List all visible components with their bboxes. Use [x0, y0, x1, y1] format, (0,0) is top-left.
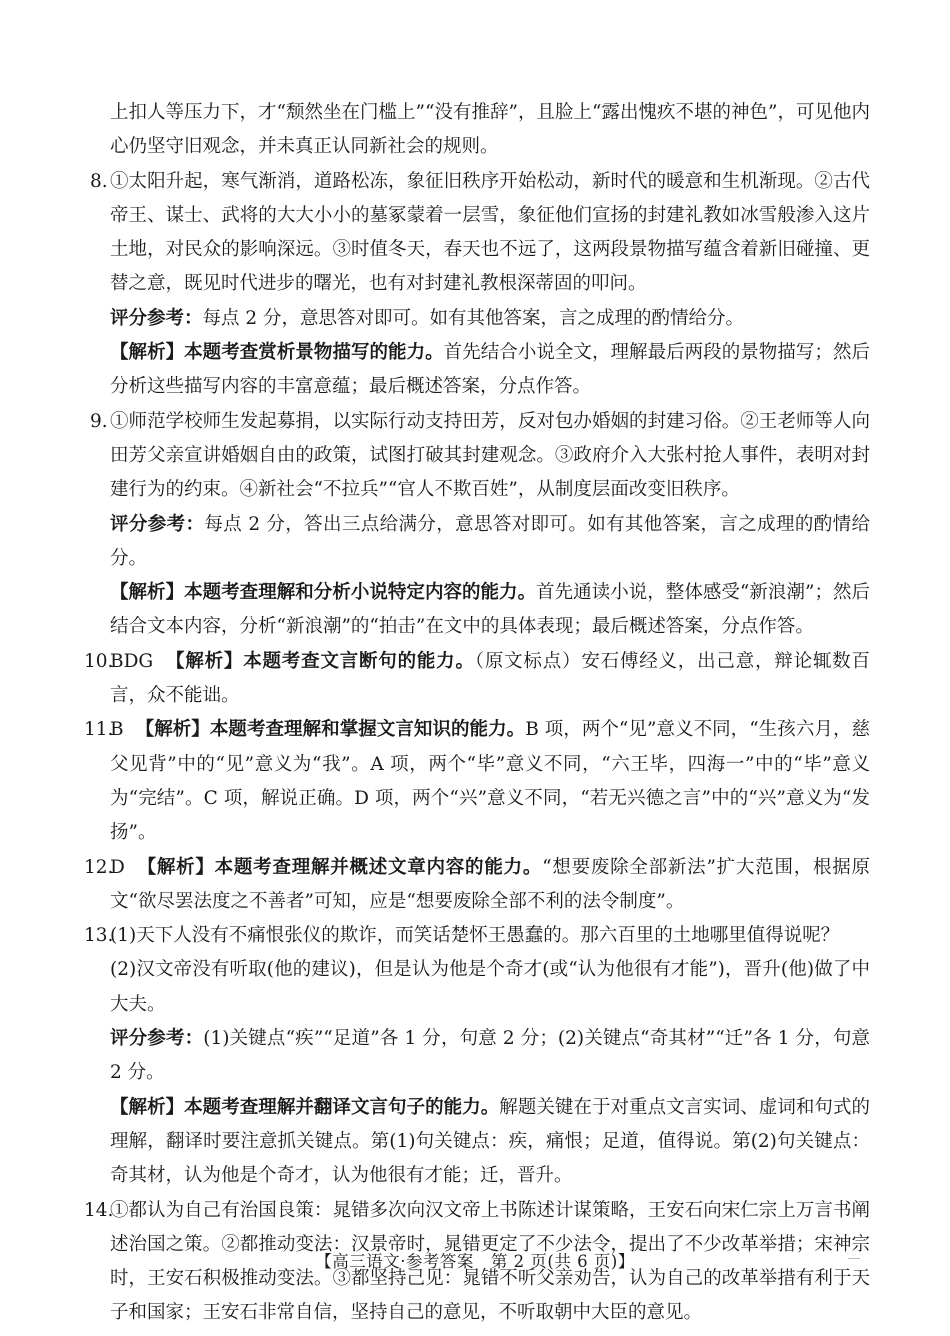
answer-choice: BDG [110, 650, 154, 672]
analysis [90, 576, 870, 645]
answer-choice: B [110, 719, 124, 741]
analysis-label: 【解析】本题考查赏析景物描写的能力。 [110, 342, 444, 364]
analysis-text: “想要废除全部新法”扩大范围，根据原文“欲尽罢法度之不善者”可知，应是“想要废除全部不利的法令制度”。 [110, 856, 870, 912]
item-number: 13. [84, 925, 114, 947]
score-label: 评分参考： [110, 513, 205, 535]
answer-item-8 [90, 165, 870, 302]
analysis [90, 1091, 870, 1194]
analysis-text: B 项，两个“见”意义不同，“生孩六月，慈父见背”中的“见”意义为“我”。A 项，两个“毕”意义不同，“六王毕，四海一”中的“毕”意义为“完结”。C 项，解说正确。D 项，两个“兴”意义不同，“若无兴德之言”中的“兴”意义为“发扬”。 [110, 719, 870, 844]
answer-text: ①都认为自己有治国良策：晁错多次向汉文帝上书陈述计谋策略，王安石向宋仁宗上万言书阐述治国之策。②都推动变法：汉景帝时，晁错更定了不少法令，提出了不少改革举措；宋神宗时，王安石积极推动变法。③都坚持己见：晁错不听父亲劝告，认为自己的改革举措有利于天子和国家；王安石非常自信，坚持自己的意见，不听取朝中大臣的意见。 [110, 1199, 870, 1324]
score-reference [90, 508, 870, 577]
analysis [90, 336, 870, 405]
item-number: 12. [84, 856, 114, 878]
translation-1: (1)天下人没有不痛恨张仪的欺诈，而笑话楚怀王愚蠢的。那六百里的土地哪里值得说呢？ [110, 925, 840, 947]
score-reference [90, 302, 870, 336]
analysis-label: 【解析】本题考查理解和分析小说特定内容的能力。 [110, 582, 537, 604]
translation-2: (2)汉文帝没有听取(他的建议)，但是认为他是个奇才(或“认为他很有才能”)，晋升(他)做了中大夫。 [110, 959, 870, 1015]
item-number: 11. [84, 719, 114, 741]
item-number: 10. [84, 650, 114, 672]
analysis-label: 【解析】本题考查文言断句的能力。 [165, 650, 475, 672]
answer-choice: D [110, 856, 125, 878]
score-text: 每点 2 分，答出三点给满分，意思答对即可。如有其他答案，言之成理的酌情给分。 [110, 513, 870, 569]
answer-item-9 [90, 405, 870, 508]
score-text: (1)关键点“疾”“足道”各 1 分，句意 2 分；(2)关键点“奇其材”“迁”各 1 分，句意 2 分。 [110, 1028, 870, 1084]
corner-mark [848, 1258, 860, 1262]
analysis-text: 首先结合小说全文，理解最后两段的景物描写；然后分析这些描写内容的丰富意蕴；最后概述答案，分点作答。 [110, 342, 870, 398]
score-label: 评分参考： [110, 1028, 204, 1050]
answer-item-12 [84, 851, 870, 920]
analysis-label: 【解析】本题考查理解并翻译文言句子的能力。 [110, 1096, 500, 1118]
analysis-text: 解题关键在于对重点文言实词、虚词和句式的理解，翻译时要注意抓关键点。第(1)句关键点：疾，痛恨；足道，值得说。第(2)句关键点：奇其材，认为他是个奇才，认为他很有才能；迁，晋升。 [110, 1096, 870, 1187]
answer-text: ①太阳升起，寒气渐消，道路松冻，象征旧秩序开始松动，新时代的暖意和生机渐现。②古代帝王、谋士、武将的大大小小的墓冢蒙着一层雪，象征他们宣扬的封建礼教如冰雪般渗入这片土地，对民众的影响深远。③时值冬天，春天也不远了，这两段景物描写蕴含着新旧碰撞、更替之意，既见时代进步的曙光，也有对封建礼教根深蒂固的叩问。 [110, 170, 870, 295]
score-text: 每点 2 分，意思答对即可。如有其他答案，言之成理的酌情给分。 [202, 307, 745, 329]
analysis-label: 【解析】本题考查理解并概述文章内容的能力。 [136, 856, 543, 878]
page-content [84, 96, 870, 1331]
analysis-label: 【解析】本题考查理解和掌握文言知识的能力。 [135, 719, 526, 741]
item-number: 9. [90, 410, 108, 432]
answer-item-10 [84, 645, 870, 714]
item-number: 8. [90, 170, 108, 192]
intro-paragraph: 上扣人等压力下，才“颓然坐在门槛上”“没有推辞”，且脸上“露出愧疚不堪的神色”，可见他内心仍坚守旧观念，并未真正认同新社会的规则。 [110, 102, 870, 158]
answer-item-11 [84, 713, 870, 850]
score-reference [90, 1022, 870, 1091]
answer-item-13 [84, 919, 870, 953]
score-label: 评分参考： [110, 307, 203, 329]
analysis-text: 首先通读小说，整体感受“新浪潮”；然后结合文本内容，分析“新浪潮”的“拍击”在文中的具体表现；最后概述答案，分点作答。 [110, 582, 870, 638]
analysis-text: （原文标点）安石傅经义，出己意，辩论辄数百言，众不能诎。 [110, 650, 870, 707]
answer-text: ①师范学校师生发起募捐，以实际行动支持田芳，反对包办婚姻的封建习俗。②王老师等人向田芳父亲宣讲婚姻自由的政策，试图打破其封建观念。③政府介入大张村抢人事件，表明对封建行为的约束。④新社会“不拉兵”“官人不欺百姓”，从制度层面改变旧秩序。 [110, 410, 870, 501]
item-number: 14. [84, 1199, 114, 1221]
page-footer: 【高三语文·参考答案 第 2 页(共 6 页)】 [315, 1252, 635, 1271]
